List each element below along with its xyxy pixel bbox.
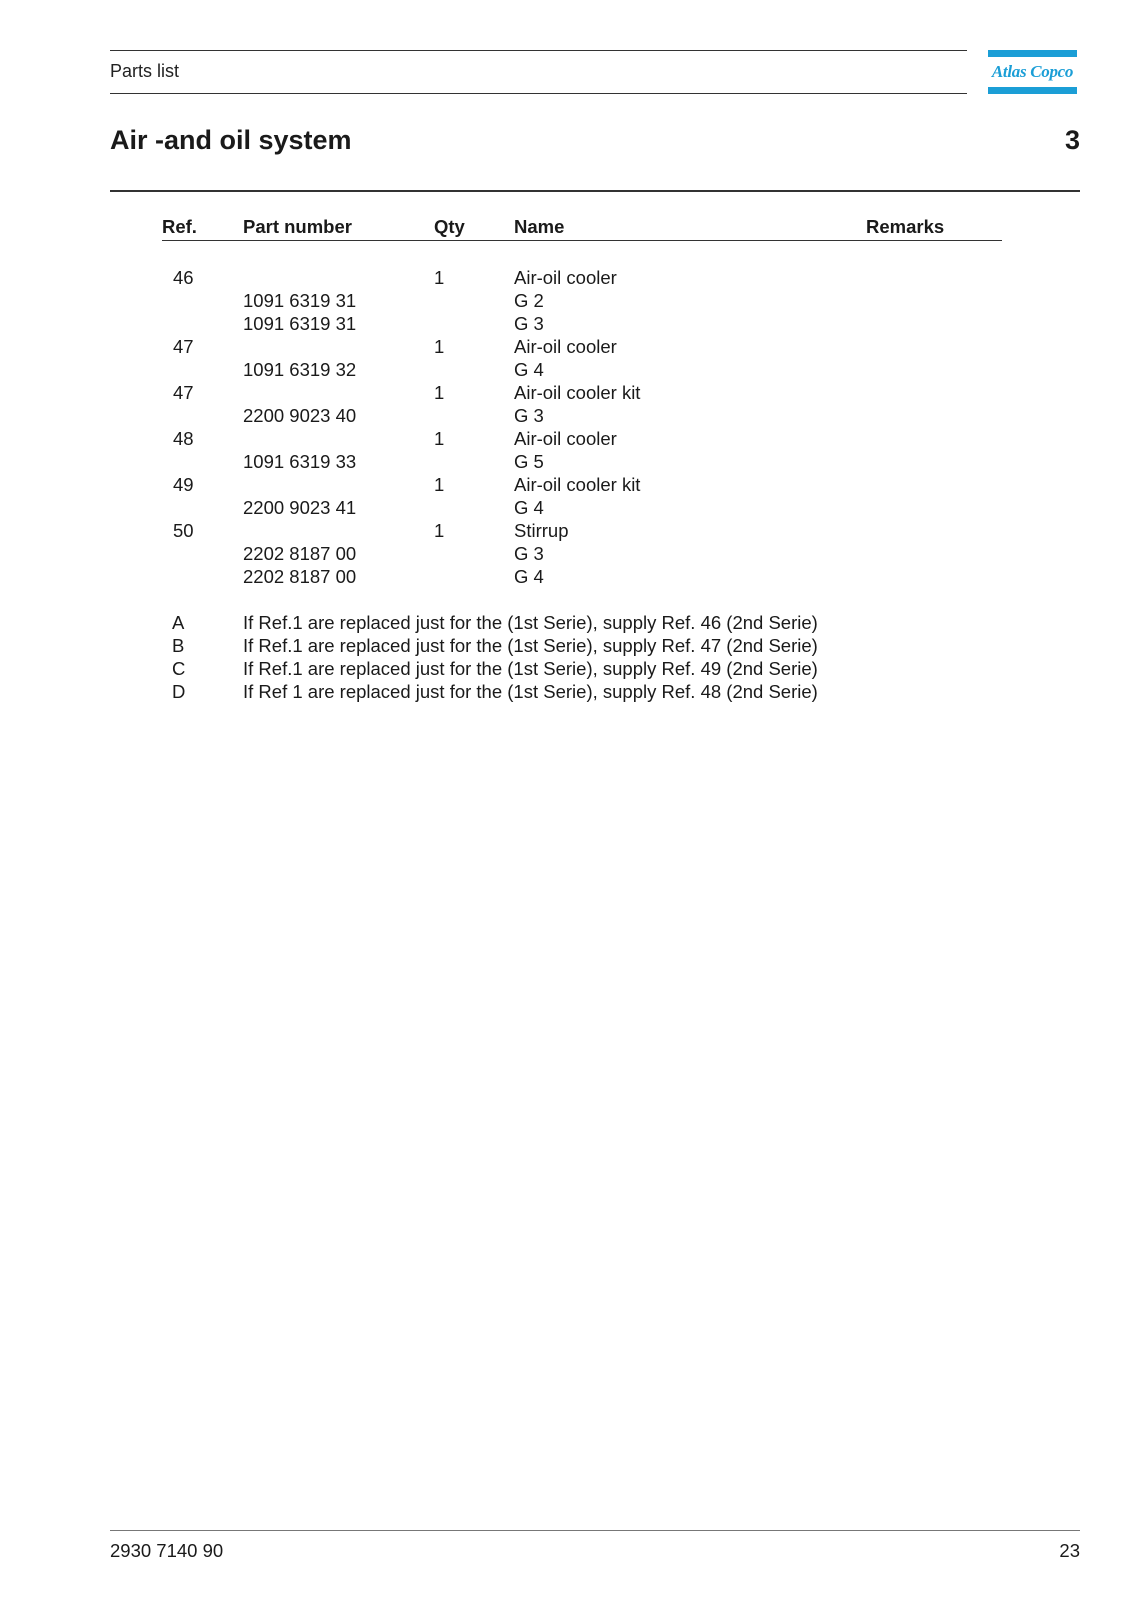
- table-row: [0, 427, 1131, 450]
- cell-ref: 49: [173, 474, 194, 495]
- column-header-ref: Ref.: [162, 216, 197, 237]
- footnote-letter: C: [172, 658, 186, 679]
- logo-top-bar: [988, 50, 1077, 57]
- table-row: [0, 266, 1131, 289]
- table-row: [0, 450, 1131, 473]
- cell-part-number: 2202 8187 00: [243, 543, 357, 564]
- cell-part-number: 1091 6319 32: [243, 359, 357, 380]
- cell-name: G 3: [514, 313, 544, 334]
- table-row: [0, 542, 1131, 565]
- cell-ref: 47: [173, 382, 194, 403]
- table-row: [0, 381, 1131, 404]
- table-row: [0, 496, 1131, 519]
- header-bottom-rule: [110, 93, 967, 94]
- table-row: [0, 519, 1131, 542]
- table-row: [0, 358, 1131, 381]
- table-row: [0, 404, 1131, 427]
- cell-name: Stirrup: [514, 520, 569, 541]
- footer-page-number: 23: [1059, 1540, 1080, 1561]
- cell-part-number: 1091 6319 31: [243, 290, 357, 311]
- cell-part-number: 2200 9023 41: [243, 497, 357, 518]
- cell-qty: 1: [434, 382, 445, 403]
- cell-qty: 1: [434, 428, 445, 449]
- cell-name: G 5: [514, 451, 544, 472]
- footnote-letter: A: [172, 612, 185, 633]
- cell-qty: 1: [434, 267, 445, 288]
- logo-bottom-bar: [988, 87, 1077, 94]
- footnote-text: If Ref.1 are replaced just for the (1st Serie), supply Ref. 49 (2nd Serie): [243, 658, 818, 679]
- footer-document-number: 2930 7140 90: [110, 1540, 224, 1561]
- footnote: [0, 680, 1131, 703]
- cell-name: Air-oil cooler: [514, 267, 617, 288]
- logo-wordmark: Atlas Copco: [991, 62, 1074, 81]
- cell-part-number: 2202 8187 00: [243, 566, 357, 587]
- footnote-letter: B: [172, 635, 185, 656]
- table-row: [0, 565, 1131, 588]
- section-number: 3: [1064, 125, 1080, 155]
- footnote-text: If Ref.1 are replaced just for the (1st Serie), supply Ref. 47 (2nd Serie): [243, 635, 818, 656]
- cell-ref: 50: [173, 520, 194, 541]
- table-row: [0, 289, 1131, 312]
- cell-ref: 47: [173, 336, 194, 357]
- footnote-letter: D: [172, 681, 186, 702]
- footnote-text: If Ref 1 are replaced just for the (1st Serie), supply Ref. 48 (2nd Serie): [243, 681, 818, 702]
- table-row: [0, 473, 1131, 496]
- cell-name: G 4: [514, 359, 544, 380]
- cell-name: G 4: [514, 497, 544, 518]
- cell-ref: 48: [173, 428, 194, 449]
- cell-name: G 3: [514, 543, 544, 564]
- cell-part-number: 1091 6319 33: [243, 451, 357, 472]
- cell-ref: 46: [173, 267, 194, 288]
- column-header-remarks: Remarks: [866, 216, 945, 237]
- cell-name: Air-oil cooler: [514, 428, 617, 449]
- page-title: Air -and oil system: [110, 125, 352, 155]
- table-header-rule: [162, 240, 1002, 241]
- header-top-rule: [110, 50, 967, 51]
- cell-name: G 3: [514, 405, 544, 426]
- footer-rule: [110, 1530, 1080, 1531]
- column-header-name: Name: [514, 216, 565, 237]
- cell-part-number: 1091 6319 31: [243, 313, 357, 334]
- atlas-copco-logo: [988, 50, 1077, 94]
- footnote: [0, 634, 1131, 657]
- cell-name: Air-oil cooler kit: [514, 474, 641, 495]
- cell-name: Air-oil cooler kit: [514, 382, 641, 403]
- cell-part-number: 2200 9023 40: [243, 405, 357, 426]
- title-rule: [110, 190, 1080, 192]
- cell-qty: 1: [434, 336, 445, 357]
- footnote-text: If Ref.1 are replaced just for the (1st Serie), supply Ref. 46 (2nd Serie): [243, 612, 818, 633]
- cell-qty: 1: [434, 520, 445, 541]
- column-header-qty: Qty: [434, 216, 465, 237]
- table-row: [0, 335, 1131, 358]
- footnote: [0, 657, 1131, 680]
- cell-name: G 4: [514, 566, 544, 587]
- table-row: [0, 312, 1131, 335]
- cell-qty: 1: [434, 474, 445, 495]
- header-section-label: Parts list: [110, 61, 180, 81]
- cell-name: G 2: [514, 290, 544, 311]
- footnote: [0, 611, 1131, 634]
- column-header-part-number: Part number: [243, 216, 352, 237]
- cell-name: Air-oil cooler: [514, 336, 617, 357]
